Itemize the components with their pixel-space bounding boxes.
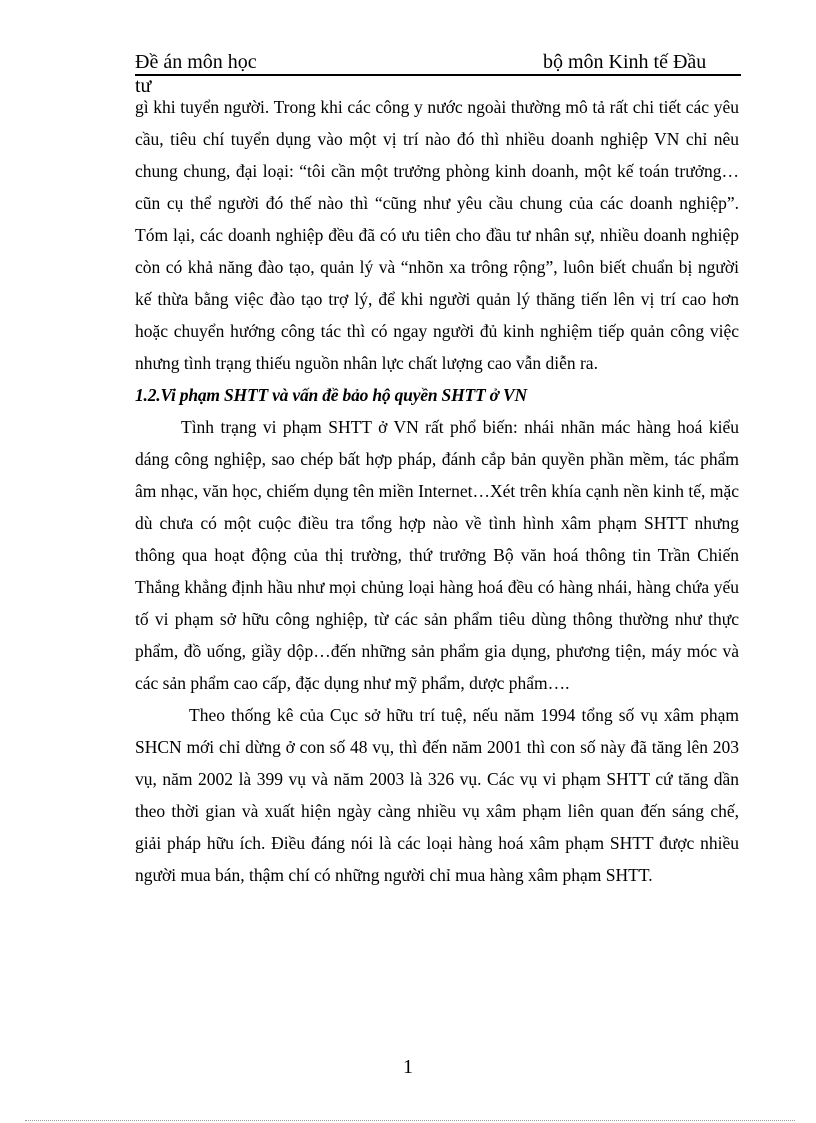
section-heading: 1.2.Vi phạm SHTT và vấn đề bảo hộ quyền SHTT ở VN (135, 385, 527, 405)
body-paragraph: gì khi tuyển người. Trong khi các công y nước ngoài thường mô tả rất chi tiết các yêu cầu, tiêu chí tuyển dụng vào một vị trí nào đó thì nhiều doanh nghiệp VN chỉ nêu chung chung, đại loại: “tôi cần một trưởng phòng kinh doanh, một kế toán trưởng…cũn cụ thể người đó thế nào thì “cũng như yêu cầu chung của các doanh nghiệp”. Tóm lại, các doanh nghiệp đều đã có ưu tiên cho đầu tư nhân sự, nhiều doanh nghiệp còn có khả năng đào tạo, quản lý và “nhõn xa trông rộng”, luôn biết chuẩn bị người kế thừa bằng việc đào tạo trợ lý, để khi người quản lý thăng tiến lên vị trí cao hơn hoặc chuyển hướng công tác thì có ngay người đủ kinh nghiệm tiếp quản công việc nhưng tình trạng thiếu nguồn nhân lực chất lượng cao vẫn diễn ra. (135, 97, 739, 373)
header-department: bộ môn Kinh tế Đầu (543, 51, 707, 73)
body-paragraph: Theo thống kê của Cục sở hữu trí tuệ, nếu năm 1994 tổng số vụ xâm phạm SHCN mới chỉ dừng ở con số 48 vụ, thì đến năm 2001 thì con số này đã tăng lên 203 vụ, năm 2002 là 399 vụ và năm 2003 là 326 vụ. Các vụ vi phạm SHTT cứ tăng dần theo thời gian và xuất hiện ngày càng nhiều vụ xâm phạm liên quan đến sáng chế, giải pháp hữu ích. Điều đáng nói là các loại hàng hoá xâm phạm SHTT được nhiều người mua bán, thậm chí có những người chỉ mua hàng xâm phạm SHTT. (135, 705, 739, 885)
header-department-continuation: tư (135, 75, 152, 97)
document-body (135, 91, 739, 891)
header-course-title: Đề án môn học (135, 51, 257, 73)
page-header (135, 50, 741, 76)
body-paragraph: Tình trạng vi phạm SHTT ở VN rất phổ biến: nhái nhãn mác hàng hoá kiểu dáng công nghiệp, sao chép bất hợp pháp, đánh cắp bản quyền phần mềm, tác phẩm âm nhạc, văn học, chiếm dụng tên miền Internet…Xét trên khía cạnh nền kinh tế, mặc dù chưa có một cuộc điều tra tổng hợp nào về tình hình xâm phạm SHTT nhưng thông qua hoạt động của thị trường, thứ trưởng Bộ văn hoá thông tin Trần Chiến Thắng khẳng định hầu như mọi chủng loại hàng hoá đều có hàng nhái, hàng chứa yếu tố vi phạm sở hữu công nghiệp, từ các sản phẩm tiêu dùng thông thường như thực phẩm, đồ uống, giầy dộp…đến những sản phẩm gia dụng, phương tiện, máy móc và các sản phẩm cao cấp, đặc dụng như mỹ phẩm, dược phẩm…. (135, 417, 739, 693)
page-number: 1 (403, 1056, 413, 1078)
page-bottom-border (25, 1120, 795, 1121)
